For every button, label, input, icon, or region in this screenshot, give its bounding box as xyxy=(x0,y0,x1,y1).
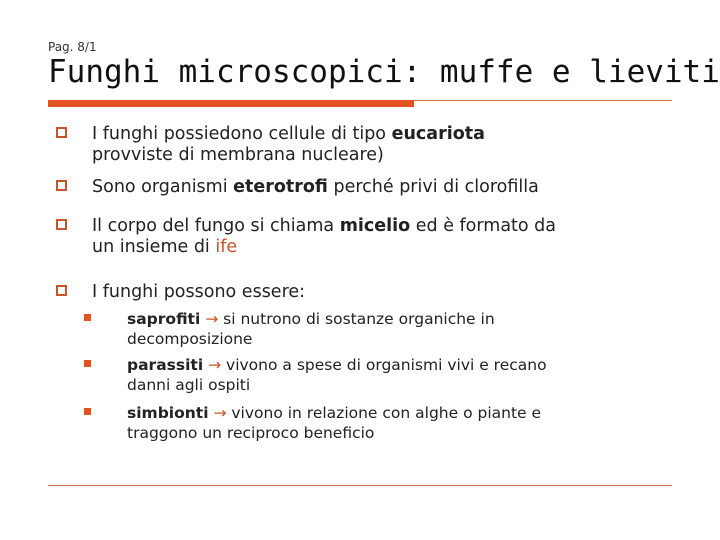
bullet-bold-term: micelio xyxy=(339,216,411,236)
bullet-text xyxy=(92,177,652,198)
filled-square-bullet-icon xyxy=(84,314,91,321)
bullet-text-part: Il corpo del fungo si chiama xyxy=(92,216,340,236)
bullet-text-part: I funghi possiedono cellule di tipo xyxy=(92,124,392,144)
sub-bullet-term: saprofiti xyxy=(127,310,201,328)
sub-bullet-text-line: danni agli ospiti xyxy=(127,376,251,394)
bullet-text-line: provviste di membrana nucleare) xyxy=(92,145,384,165)
page-number: Pag. 8/1 xyxy=(48,40,97,54)
hollow-square-bullet-icon xyxy=(56,219,67,230)
hollow-square-bullet-icon xyxy=(56,285,67,296)
bullet-text-part: Sono organismi xyxy=(92,177,234,197)
filled-square-bullet-icon xyxy=(84,360,91,367)
arrow-right-icon: → xyxy=(208,356,222,374)
bullet-bold-term: eterotrofi xyxy=(233,177,328,197)
sub-bullet-text-line: decomposizione xyxy=(127,330,253,348)
arrow-right-icon: → xyxy=(213,404,227,422)
sub-bullet-text xyxy=(127,355,647,395)
highlighted-term: ife xyxy=(215,237,238,257)
bullet-text-line: I funghi possono essere: xyxy=(92,282,306,302)
arrow-right-icon: → xyxy=(205,310,219,328)
filled-square-bullet-icon xyxy=(84,408,91,415)
bullet-text xyxy=(92,216,652,258)
sub-bullet-term: parassiti xyxy=(127,356,204,374)
slide-title: Funghi microscopici: muffe e lieviti xyxy=(48,54,720,90)
sub-bullet-text xyxy=(127,309,647,349)
footer-rule xyxy=(48,485,672,486)
sub-bullet-text-line: traggono un reciproco beneficio xyxy=(127,424,375,442)
bullet-text-part: un insieme di xyxy=(92,237,216,257)
bullet-text xyxy=(92,124,652,166)
sub-bullet-text-part: vivono in relazione con alghe o piante e xyxy=(226,404,542,422)
hollow-square-bullet-icon xyxy=(56,180,67,191)
title-accent-bar xyxy=(48,100,414,107)
bullet-text-part: ed è formato da xyxy=(410,216,557,236)
sub-bullet-text xyxy=(127,403,647,443)
sub-bullet-text-part: vivono a spese di organismi vivi e recano xyxy=(221,356,547,374)
sub-bullet-text-part: si nutrono di sostanze organiche in xyxy=(218,310,495,328)
hollow-square-bullet-icon xyxy=(56,127,67,138)
bullet-bold-term: eucariota xyxy=(391,124,485,144)
sub-bullet-term: simbionti xyxy=(127,404,209,422)
bullet-text xyxy=(92,282,652,303)
bullet-text-part: perché privi di clorofilla xyxy=(327,177,539,197)
